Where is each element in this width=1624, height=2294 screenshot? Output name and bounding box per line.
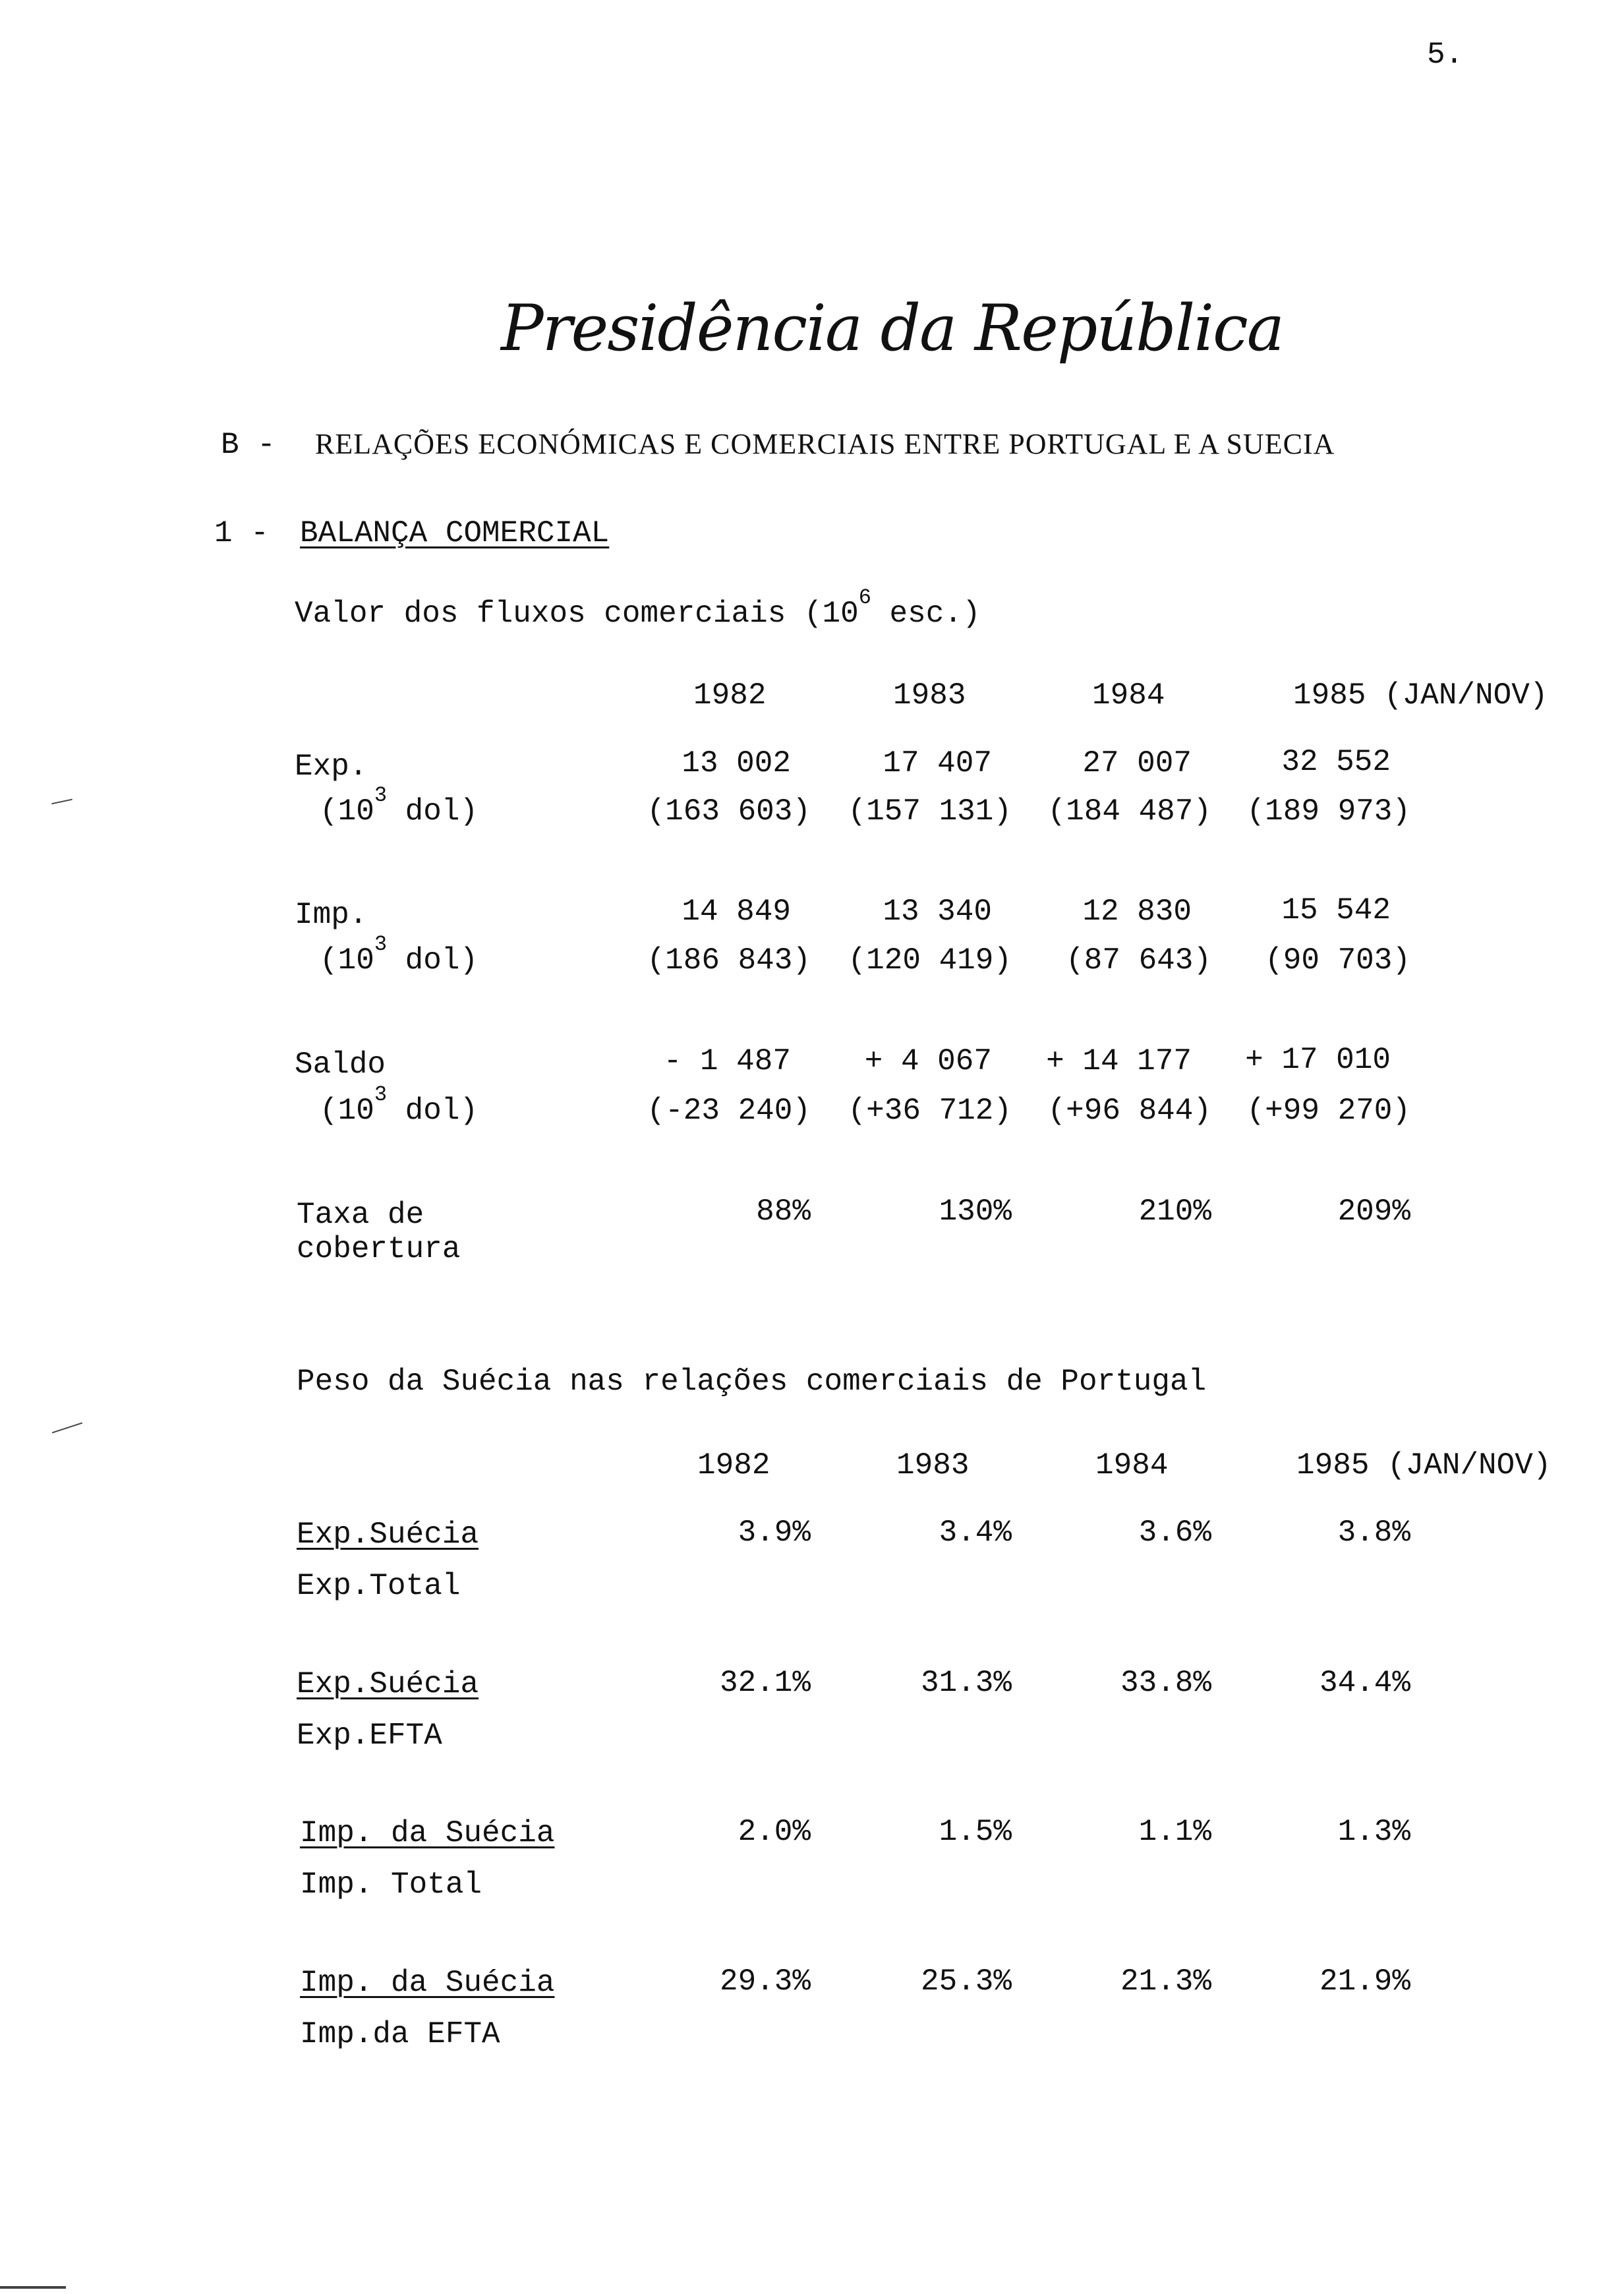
ratio-numerator: Exp.Suécia: [297, 1667, 479, 1701]
share-cell: 21.9%: [1319, 1964, 1410, 1999]
share-cell: 25.3%: [920, 1964, 1012, 1999]
ratio-denominator: Exp.Total: [297, 1569, 461, 1603]
scan-artifact: [51, 799, 72, 805]
row-label: Taxa de: [297, 1198, 424, 1232]
value-cell: 17 407: [883, 746, 992, 780]
table1-year: 1982: [693, 678, 767, 713]
row-label: Saldo: [295, 1047, 386, 1082]
dollar-cell: (+96 844): [1047, 1094, 1211, 1128]
row-label: Imp.: [295, 898, 368, 932]
scan-artifact: [0, 2286, 66, 2289]
ratio-numerator: Imp. da Suécia: [300, 1966, 555, 2000]
table2-year: 1982: [697, 1448, 770, 1483]
ratio-denominator: Imp.da EFTA: [300, 2017, 500, 2051]
dollar-cell: (189 973): [1246, 794, 1410, 829]
ratio-denominator: Exp.EFTA: [297, 1719, 442, 1753]
ratio-numerator: Imp. da Suécia: [300, 1816, 555, 1850]
value-cell: + 14 177: [1046, 1044, 1192, 1078]
dollar-cell: (184 487): [1047, 794, 1211, 829]
dollar-cell: (120 419): [848, 943, 1012, 978]
coverage-cell: 88%: [756, 1194, 811, 1229]
table1-year: 1983: [893, 678, 966, 713]
dollar-cell: (+36 712): [848, 1094, 1012, 1128]
page-number: 5.: [1427, 38, 1464, 72]
dollar-cell: (-23 240): [647, 1094, 811, 1128]
coverage-cell: 209%: [1337, 1194, 1410, 1229]
share-cell: 3.6%: [1138, 1515, 1211, 1550]
value-cell: 12 830: [1082, 895, 1192, 929]
share-cell: 29.3%: [719, 1964, 811, 1999]
table2-year: 1983: [896, 1448, 970, 1483]
share-cell: 1.5%: [939, 1815, 1012, 1849]
value-cell: + 4 067: [864, 1044, 992, 1078]
share-cell: 31.3%: [920, 1666, 1012, 1700]
share-cell: 34.4%: [1319, 1666, 1410, 1700]
value-cell: 15 542: [1281, 893, 1391, 927]
value-cell: 13 340: [883, 895, 992, 929]
share-cell: 1.1%: [1138, 1815, 1211, 1849]
unit-label: ($10^3$ dol): [320, 932, 478, 978]
share-cell: 2.0%: [738, 1815, 811, 1849]
value-cell: + 17 010: [1245, 1043, 1391, 1077]
table1-caption: Valor dos fluxos comerciais ($10^6$ esc.): [295, 585, 981, 631]
table2-year: 1985 (JAN/NOV): [1296, 1448, 1552, 1483]
scan-artifact: [52, 1423, 82, 1434]
dollar-cell: (163 603): [647, 794, 811, 829]
unit-label: ($10^3$ dol): [320, 783, 478, 829]
share-cell: 1.3%: [1337, 1815, 1410, 1849]
table2-caption: Peso da Suécia nas relações comerciais de Portugal: [297, 1365, 1207, 1399]
share-cell: 33.8%: [1120, 1666, 1211, 1700]
table2-year: 1984: [1095, 1448, 1169, 1483]
dollar-cell: (186 843): [647, 943, 811, 978]
share-cell: 3.4%: [939, 1515, 1012, 1550]
table1-year: 1985 (JAN/NOV): [1293, 678, 1548, 713]
share-cell: 3.8%: [1337, 1515, 1410, 1550]
letterhead: Presidência da República: [501, 291, 1284, 365]
value-cell: 14 849: [682, 895, 791, 929]
row-label: Exp.: [295, 750, 368, 784]
table1-year: 1984: [1092, 678, 1165, 713]
dollar-cell: (90 703): [1265, 943, 1410, 978]
share-cell: 32.1%: [719, 1666, 811, 1700]
subsection-marker: 1 -: [214, 516, 269, 550]
section-marker: B -: [221, 428, 276, 462]
section-title: RELAÇÕES ECONÓMICAS E COMERCIAIS ENTRE PORTUGAL E A SUECIA: [315, 428, 1335, 460]
ratio-denominator: Imp. Total: [300, 1868, 482, 1902]
value-cell: - 1 487: [663, 1044, 791, 1078]
share-cell: 3.9%: [738, 1515, 811, 1550]
dollar-cell: (87 643): [1066, 943, 1211, 978]
subsection-title: BALANÇA COMERCIAL: [300, 516, 610, 550]
row-label: cobertura: [297, 1232, 461, 1266]
dollar-cell: (+99 270): [1246, 1094, 1410, 1128]
value-cell: 13 002: [682, 746, 791, 780]
dollar-cell: (157 131): [848, 794, 1012, 829]
ratio-numerator: Exp.Suécia: [297, 1517, 479, 1552]
unit-label: ($10^3$ dol): [320, 1082, 478, 1128]
value-cell: 27 007: [1082, 746, 1192, 780]
coverage-cell: 130%: [939, 1194, 1012, 1229]
share-cell: 21.3%: [1120, 1964, 1211, 1999]
coverage-cell: 210%: [1138, 1194, 1211, 1229]
value-cell: 32 552: [1281, 745, 1391, 779]
